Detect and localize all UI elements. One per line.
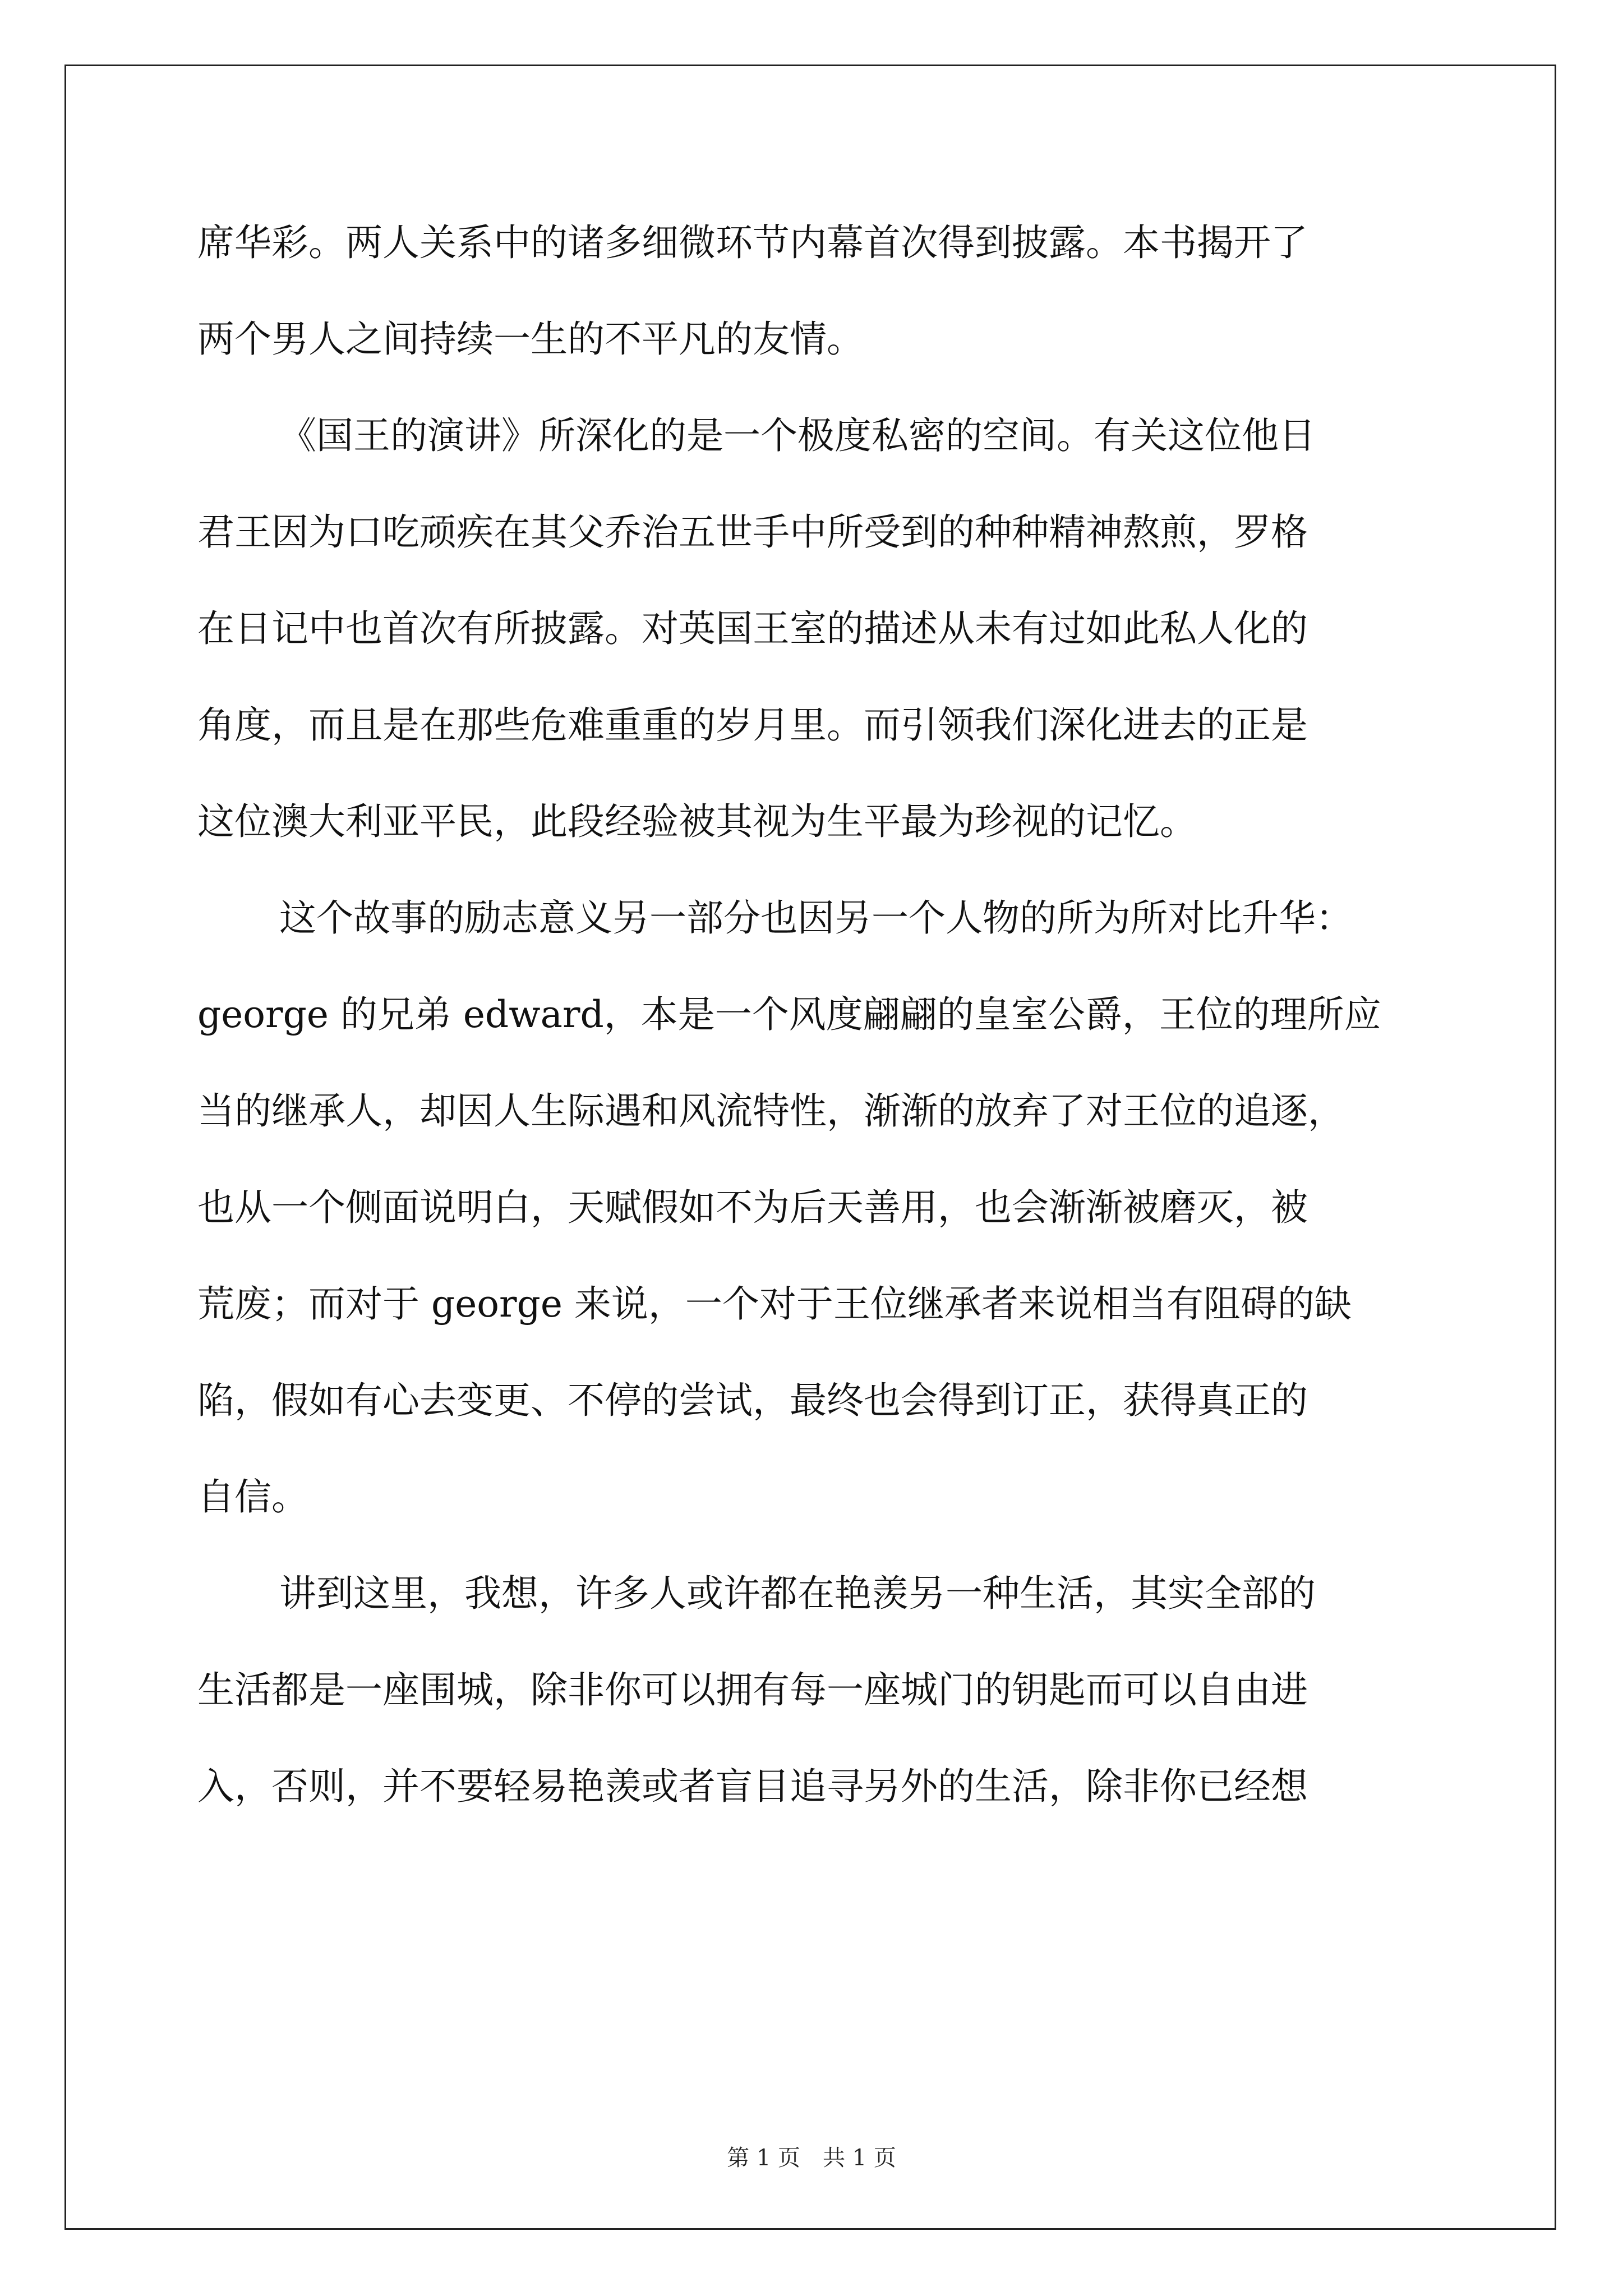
- text-line: 角度，而且是在那些危难重重的岁月里。而引领我们深化进去的正是: [197, 703, 1308, 747]
- text-line: 荒废；而对于 george 来说，一个对于王位继承者来说相当有阻碍的缺: [197, 1282, 1352, 1326]
- paragraph-first-line: 讲到这里，我想，许多人或许都在艳羡另一种生活，其实全部的: [279, 1572, 1316, 1615]
- text-line: 席华彩。两人关系中的诸多细微环节内幕首次得到披露。本书揭开了: [197, 221, 1308, 264]
- paragraph-first-line: 这个故事的励志意义另一部分也因另一个人物的所为所对比升华：: [279, 896, 1353, 940]
- page-footer: [0, 2140, 1623, 2172]
- text-line: 入，否则，并不要轻易艳羡或者盲目追寻另外的生活，除非你已经想: [197, 1765, 1308, 1808]
- text-line: 当的继承人，却因人生际遇和风流特性，渐渐的放弃了对王位的追逐，: [197, 1089, 1345, 1133]
- text-line: george 的兄弟 edward，本是一个风度翩翩的皇室公爵，王位的理所应: [197, 993, 1381, 1036]
- text-line: 生活都是一座围城，除非你可以拥有每一座城门的钥匙而可以自由进: [197, 1668, 1308, 1711]
- page-border: [64, 65, 1556, 2230]
- text-line: 这位澳大利亚平民，此段经验被其视为生平最为珍视的记忆。: [197, 800, 1197, 843]
- text-line: 在日记中也首次有所披露。对英国王室的描述从未有过如此私人化的: [197, 607, 1308, 650]
- text-line: 自信。: [197, 1475, 308, 1519]
- page-number-label: 第 1 页 共 1 页: [727, 2145, 896, 2171]
- text-line: 也从一个侧面说明白，天赋假如不为后天善用，也会渐渐被磨灭，被: [197, 1186, 1308, 1229]
- text-line: 陷，假如有心去变更、不停的尝试，最终也会得到订正，获得真正的: [197, 1379, 1308, 1422]
- text-line: 两个男人之间持续一生的不平凡的友情。: [197, 318, 864, 361]
- paragraph-first-line: 《国王的演讲》所深化的是一个极度私密的空间。有关这位他日: [279, 414, 1316, 457]
- text-line: 君王因为口吃顽疾在其父乔治五世手中所受到的种种精神熬煎，罗格: [197, 510, 1308, 554]
